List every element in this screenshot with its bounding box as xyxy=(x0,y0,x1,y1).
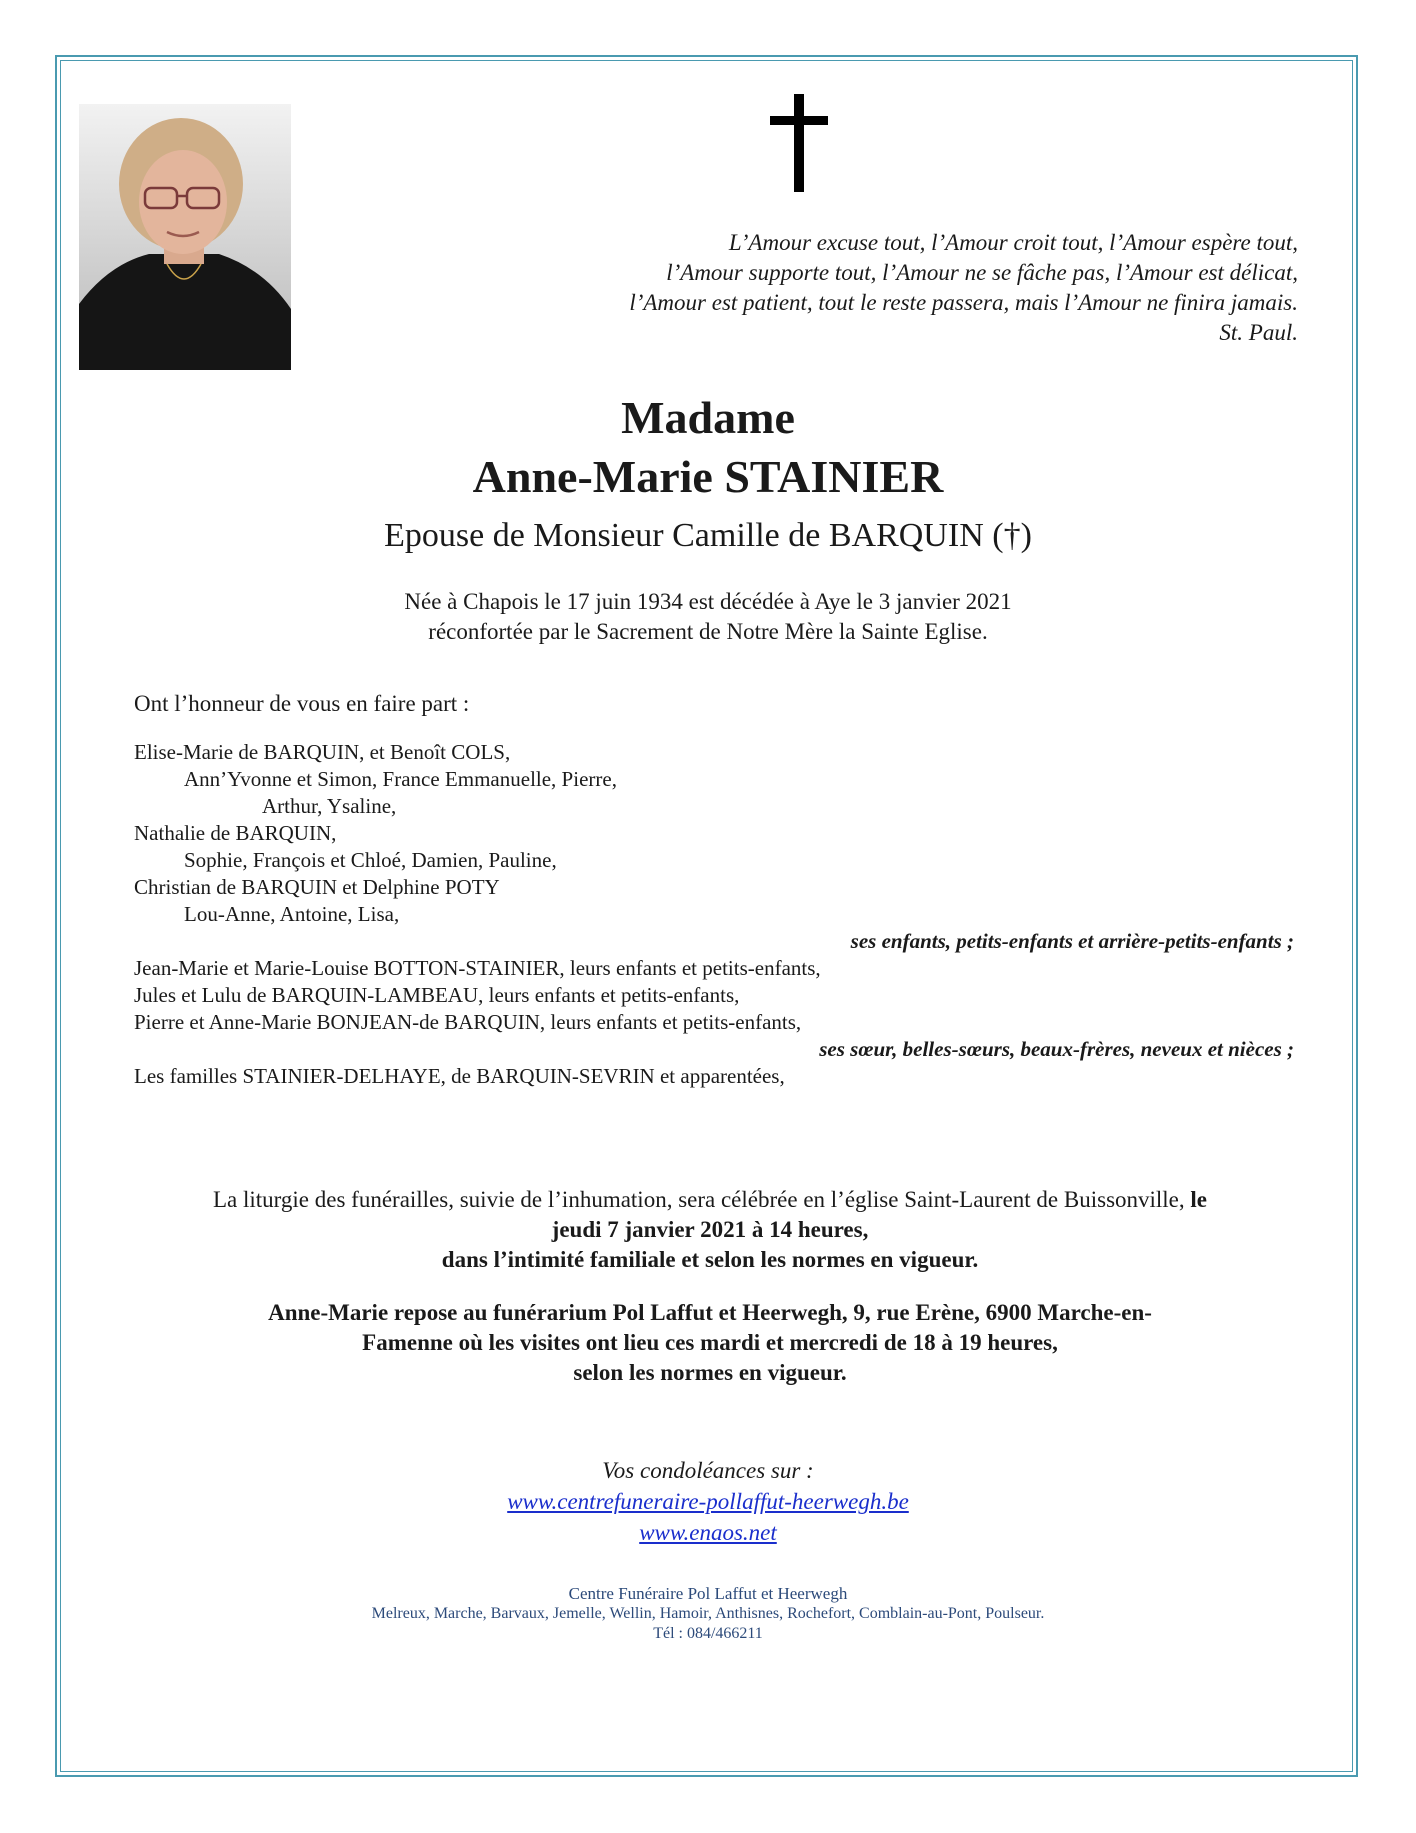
latin-cross-icon xyxy=(770,94,830,192)
condolences-label: Vos condoléances sur : xyxy=(602,1458,814,1483)
family-line: Les familles STAINIER-DELHAYE, de BARQUIN-SEVRIN et apparentées, xyxy=(134,1064,785,1088)
verse-line: l’Amour est patient, tout le reste passera, mais l’Amour ne finira jamais. xyxy=(629,290,1298,315)
family-line: Lou-Anne, Antoine, Lisa, xyxy=(184,902,400,926)
footer-company: Centre Funéraire Pol Laffut et Heerwegh xyxy=(568,1584,848,1603)
verse-author: St. Paul. xyxy=(1219,320,1298,345)
repose-line: selon les normes en vigueur. xyxy=(573,1360,847,1385)
birth-death-block xyxy=(0,587,1416,647)
family-line: Pierre et Anne-Marie BONJEAN-de BARQUIN, leurs enfants et petits-enfants, xyxy=(134,1010,802,1034)
portrait-photo xyxy=(79,104,291,370)
liturgy-info xyxy=(190,1185,1230,1275)
liturgy-date: le jeudi 7 janvier 2021 à 14 heures, xyxy=(551,1187,1208,1242)
relation-label: ses sœur, belles-sœurs, beaux-frères, neveux et nièces ; xyxy=(819,1037,1294,1061)
family-announcement xyxy=(134,690,1294,1090)
spouse-line: Epouse de Monsieur Camille de BARQUIN (†) xyxy=(384,517,1032,554)
bible-verse xyxy=(398,228,1298,348)
liturgy-text: La liturgie des funérailles, suivie de l’inhumation, sera célébrée en l’église Saint-Laurent de Buissonville, xyxy=(212,1187,1185,1212)
liturgy-note: dans l’intimité familiale et selon les normes en vigueur. xyxy=(441,1247,979,1272)
family-line: Jules et Lulu de BARQUIN-LAMBEAU, leurs enfants et petits-enfants, xyxy=(134,983,740,1007)
relation-label: ses enfants, petits-enfants et arrière-petits-enfants ; xyxy=(850,929,1294,953)
deceased-title: Madame xyxy=(621,392,795,443)
footer-locations: Melreux, Marche, Barvaux, Jemelle, Wellin, Hamoir, Anthisnes, Rochefort, Comblain-au-Pont, Poulseur. xyxy=(371,1605,1045,1622)
family-intro: Ont l’honneur de vous en faire part : xyxy=(134,691,470,716)
deceased-name: Anne-Marie STAINIER xyxy=(472,451,944,502)
repose-line: Anne-Marie repose au funérarium Pol Laffut et Heerwegh, 9, rue Erène, 6900 Marche-en- xyxy=(268,1300,1152,1325)
family-line: Nathalie de BARQUIN, xyxy=(134,821,337,845)
family-line: Sophie, François et Chloé, Damien, Pauline, xyxy=(184,848,557,872)
enaos-link[interactable]: www.enaos.net xyxy=(639,1520,777,1545)
family-line: Ann’Yvonne et Simon, France Emmanuelle, Pierre, xyxy=(184,767,617,791)
family-line: Jean-Marie et Marie-Louise BOTTON-STAINIER, leurs enfants et petits-enfants, xyxy=(134,956,821,980)
footer-phone: Tél : 084/466211 xyxy=(653,1625,763,1642)
verse-line: L’Amour excuse tout, l’Amour croit tout, l’Amour espère tout, xyxy=(728,230,1298,255)
family-line: Arthur, Ysaline, xyxy=(262,794,397,818)
repose-line: Famenne où les visites ont lieu ces mardi et mercredi de 18 à 19 heures, xyxy=(362,1330,1058,1355)
funeral-center-link[interactable]: www.centrefuneraire-pollaffut-heerwegh.be xyxy=(507,1489,909,1514)
birth-death-line: Née à Chapois le 17 juin 1934 est décédée à Aye le 3 janvier 2021 xyxy=(404,589,1012,614)
family-line: Christian de BARQUIN et Delphine POTY xyxy=(134,875,500,899)
condolences-block xyxy=(0,1455,1416,1548)
footer xyxy=(0,1584,1416,1644)
sacrament-line: réconfortée par le Sacrement de Notre Mère la Sainte Eglise. xyxy=(428,619,988,644)
repose-info xyxy=(160,1298,1260,1388)
family-line: Elise-Marie de BARQUIN, et Benoît COLS, xyxy=(134,740,511,764)
verse-line: l’Amour supporte tout, l’Amour ne se fâche pas, l’Amour est délicat, xyxy=(666,260,1298,285)
